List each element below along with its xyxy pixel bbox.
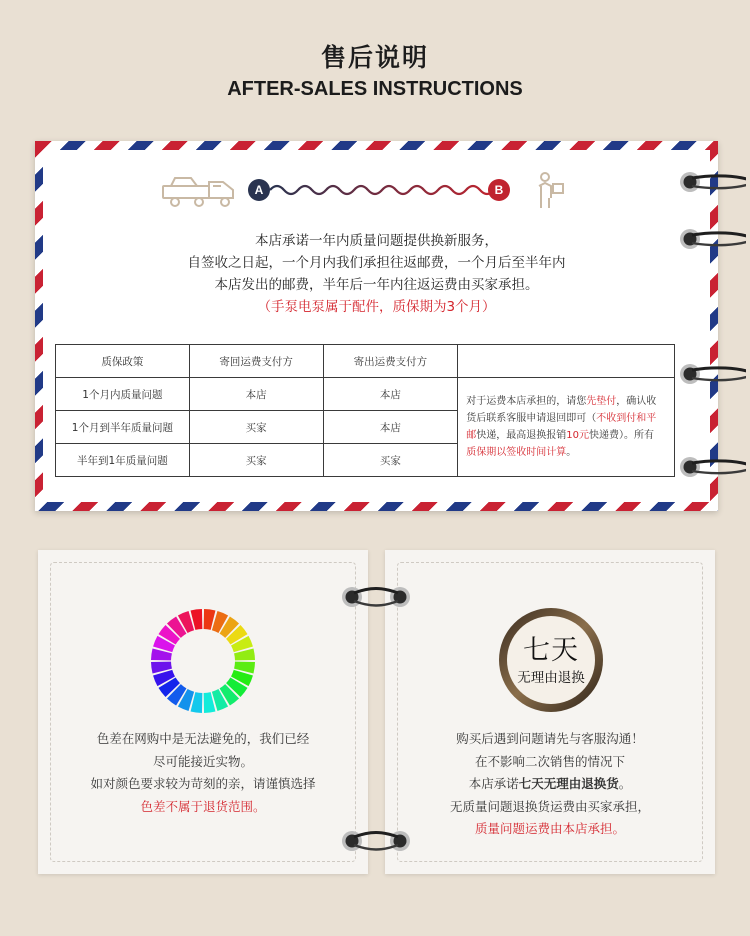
table-cell: 买家 <box>323 444 458 477</box>
return-line-3 <box>385 773 715 796</box>
table-header-cell: 寄回运费支付方 <box>189 345 323 378</box>
note-text: ，确认收货后联系客服申请退回即可（ <box>466 396 657 424</box>
tow-truck-icon <box>161 170 239 210</box>
shipping-fee-note <box>458 378 675 477</box>
table-cell: 1个月到半年质量问题 <box>56 411 190 444</box>
note-highlight: 10元 <box>566 430 590 441</box>
binder-ring-icon <box>336 826 416 856</box>
delivery-person-icon <box>531 170 567 210</box>
note-text: 快递，最高退换报销 <box>476 430 567 441</box>
return-line-4: 无质量问题退换货运费由买家承担， <box>449 798 650 814</box>
color-difference-card <box>38 550 368 874</box>
page-title: 售后说明 <box>320 43 429 72</box>
note-highlight: 质保期以签收时间计算 <box>466 447 567 458</box>
warranty-policy-table <box>55 344 675 477</box>
promise-note: （手泵电泵属于配件，质保期为3个月） <box>257 299 496 315</box>
note-highlight: 不收到付和平邮 <box>466 413 657 441</box>
table-header-cell: 寄出运费支付方 <box>323 345 458 378</box>
binder-ring-icon <box>676 453 746 481</box>
envelope-content <box>43 150 710 502</box>
table-cell: 本店 <box>189 378 323 411</box>
binder-ring-icon <box>336 582 416 612</box>
page-subtitle: AFTER-SALES INSTRUCTIONS <box>227 78 523 100</box>
color-wheel-icon <box>149 607 257 715</box>
color-difference-text <box>38 728 368 818</box>
warranty-promise <box>43 230 710 318</box>
route-wave-line <box>248 179 510 201</box>
seal-subtitle: 无理由退换 <box>517 670 585 686</box>
route-point-a: A <box>248 179 270 201</box>
color-line-3: 如对颜色要求较为苛刻的亲，请谨慎选择 <box>90 776 316 791</box>
return-line-3c: 。 <box>618 776 632 791</box>
table-cell: 本店 <box>323 378 458 411</box>
binder-ring-icon <box>676 225 746 253</box>
table-cell: 买家 <box>189 444 323 477</box>
return-policy-text <box>385 728 715 841</box>
color-line-2: 尽可能接近实物。 <box>152 753 253 769</box>
return-line-1: 购买后遇到问题请先与客服沟通！ <box>456 731 644 746</box>
return-line-5: 质量问题运费由本店承担。 <box>474 821 625 836</box>
note-text: 快递费）。所有 <box>589 430 655 441</box>
return-line-2: 在不影响二次销售的情况下 <box>474 753 625 769</box>
color-line-4: 色差不属于退货范围。 <box>140 798 266 814</box>
warranty-envelope-card <box>35 141 718 511</box>
promise-line-2: 自签收之日起，一个月内我们承担往返邮费，一个月后至半年内 <box>187 255 566 271</box>
seven-day-return-card <box>385 550 715 874</box>
color-line-1: 色差在网购中是无法避免的，我们已经 <box>96 731 310 746</box>
route-point-b: B <box>488 179 510 201</box>
table-header-cell <box>458 345 675 378</box>
return-line-3a: 本店承诺 <box>468 776 519 791</box>
table-header-cell: 质保政策 <box>56 345 190 378</box>
seal-title: 七天 <box>523 635 579 666</box>
return-line-3b: 七天无理由退换货 <box>518 776 619 791</box>
table-cell: 本店 <box>323 411 458 444</box>
table-header-row <box>56 345 675 378</box>
note-highlight: 先垫付 <box>586 396 617 407</box>
binder-ring-icon <box>676 360 746 388</box>
note-text: 对于运费本店承担的，请您 <box>466 396 587 407</box>
table-row <box>56 378 675 411</box>
promise-line-3: 本店发出的邮费，半年后一年内往返运费由买家承担。 <box>214 277 539 293</box>
table-cell: 买家 <box>189 411 323 444</box>
note-text: 。 <box>566 447 577 458</box>
promise-line-1: 本店承诺一年内质量问题提供换新服务， <box>255 233 498 249</box>
table-cell: 1个月内质量问题 <box>56 378 190 411</box>
binder-ring-icon <box>676 168 746 196</box>
table-cell: 半年到1年质量问题 <box>56 444 190 477</box>
